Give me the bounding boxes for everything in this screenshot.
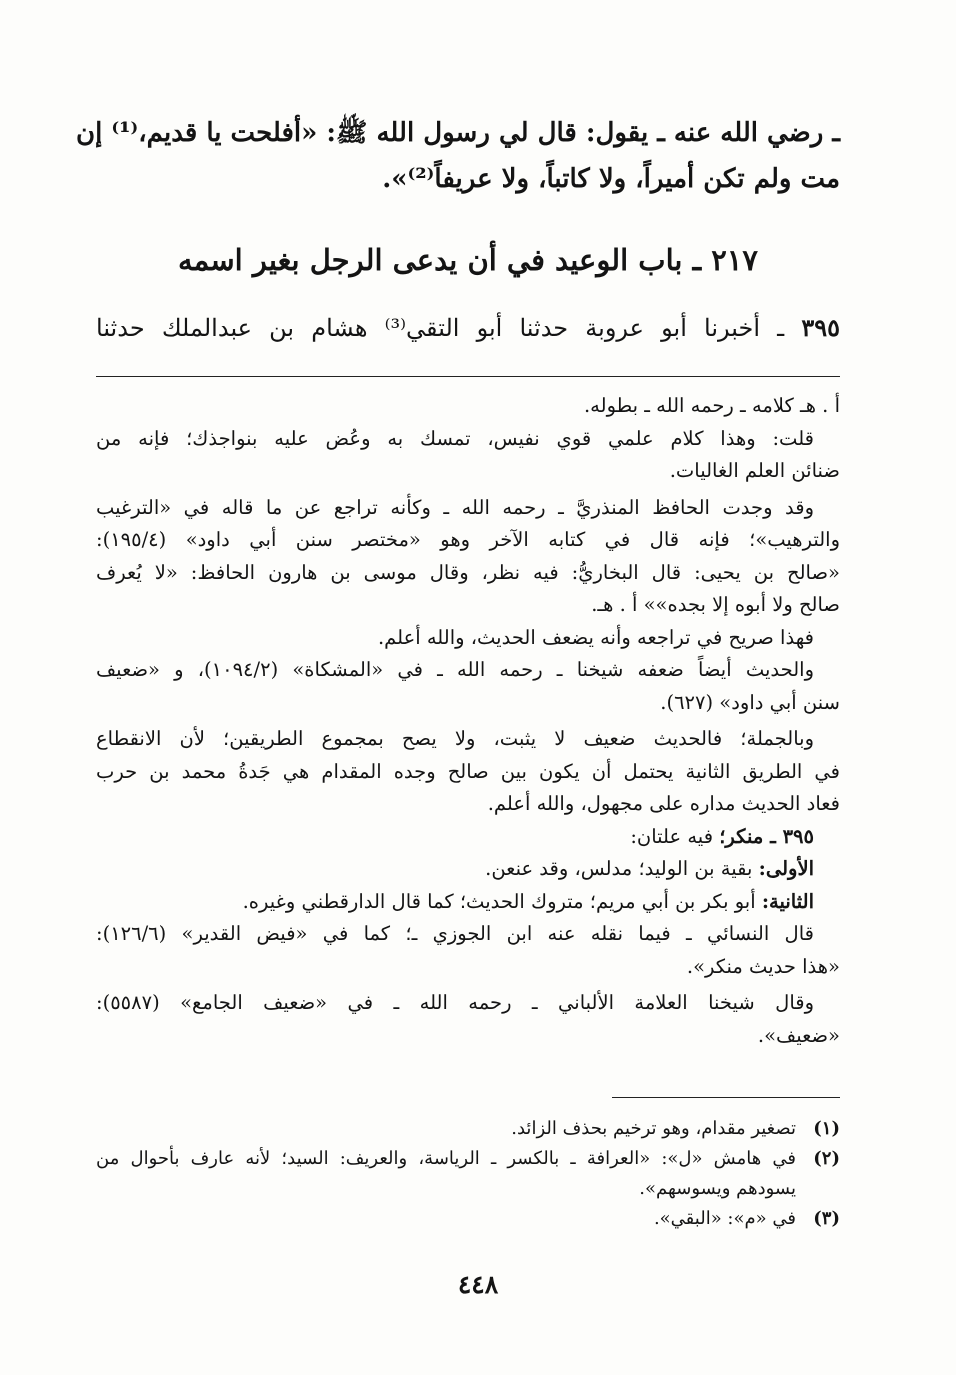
note-line: وقد وجدت الحافظ المنذريَّ ـ رحمه الله ـ وكأنه تراجع عن ما قاله في «الترغيب: [96, 495, 814, 519]
note-line: فعاد الحديث مداره على مجهول، والله أعلم.: [487, 792, 840, 815]
note-text: فيه علتان:: [630, 824, 720, 848]
note-line: وبالجملة؛ فالحديث ضعيف لا يثبت، ولا يصح بمجموع الطريقين؛ لأن الانقطاع: [96, 727, 814, 750]
note-text: بقية بن الوليد؛ مدلس، وقد عنعن.: [485, 857, 759, 880]
footnote-continuation: يسودهم ويسوسهم».: [639, 1178, 796, 1199]
note-line: قلت: وهذا كلام علمي قوي نفيس، تمسك به وعُض عليه بنواجذك؛ فإنه من: [96, 426, 814, 450]
chapter-heading: ٢١٧ ـ باب الوعيد في أن يدعى الرجل بغير اسمه: [178, 243, 758, 277]
notes-divider: [96, 376, 840, 377]
note-line: «ضعيف».: [757, 1023, 840, 1047]
footnote-item: [96, 1114, 840, 1144]
note-line: صالح ولا أبوه إلا بجده»» أ . هـ.: [591, 593, 840, 616]
hadith-text: [96, 308, 840, 348]
footnote-text: في هامش «ل»: «العرافة ـ بالكسر ـ الرياسة، والعريف: السيد؛ لأنه عارف بأحوال من: [96, 1148, 796, 1169]
note-hadith-ruling: ٣٩٥ ـ منكر؛: [719, 824, 814, 848]
page-number: ٤٤٨: [457, 1270, 499, 1299]
note-line: وقال شيخنا العلامة الألباني ـ رحمه الله ـ في «ضعيف الجامع» (٥٥٨٧):: [96, 991, 814, 1014]
note-line: أ . هـ كلامه ـ رحمه الله ـ بطوله.: [583, 394, 840, 417]
note-label: الثانية:: [761, 889, 814, 913]
main-text-line: مت ولم تكن أميراً، ولا كاتباً، ولا عريفاً⁽²⁾».: [382, 164, 840, 194]
note-line: «صالح بن يحيى: قال البخاريُّ: فيه نظر، وقال موسى بن هارون الحافظ: «لا يُعرف: [96, 560, 840, 584]
footnote-item: [96, 1204, 840, 1234]
hadith-line: [96, 308, 840, 348]
commentary-notes: [96, 390, 840, 1052]
note-text: أبو بكر بن أبي مريم؛ متروك الحديث؛ كما قال الدارقطني وغيره.: [242, 889, 762, 913]
note-line: «هذا حديث منكر».: [686, 954, 840, 978]
footnote-number: (١): [813, 1118, 840, 1139]
hadith-number: ٣٩٥: [801, 313, 841, 342]
main-text-line: ـ رضي الله عنه ـ يقول: قال لي رسول الله ﷺ: «أفلحت يا قديم،⁽¹⁾ إن: [76, 118, 840, 148]
note-line: [96, 853, 840, 886]
footnote-item: [96, 1144, 840, 1174]
footnote-text: في «م»: «البقي».: [653, 1208, 796, 1229]
note-line: سنن أبي داود» (٦٢٧).: [660, 690, 840, 714]
note-line: والحديث أيضاً ضعفه شيخنا ـ رحمه الله ـ في «المشكاة» (١٠٩٤/٢)، و «ضعيف: [96, 658, 815, 681]
note-line: في الطريق الثانية يحتمل أن يكون بين صالح وجده المقدام هي جَدةُ محمد بن حرب: [96, 759, 840, 783]
note-line: فهذا صريح في تراجعه وأنه يضعف الحديث، والله أعلم.: [377, 625, 814, 649]
note-line: والترهيب»؛ فإنه قال في كتابه الآخر وهو «مختصر سنن أبي داود» (١٩٥/٤):: [96, 528, 840, 551]
note-line: ضنائن العلم الغاليات.: [669, 459, 840, 482]
footnote-number: (٢): [813, 1148, 840, 1169]
note-line: [96, 886, 840, 919]
note-line: [96, 821, 840, 854]
note-label: الأولى:: [758, 857, 814, 880]
main-text: [76, 110, 840, 202]
footnotes-divider: [612, 1097, 840, 1098]
footnote-text: تصغير مقدام، وهو ترخيم بحذف الزائد.: [511, 1118, 796, 1139]
footnote-number: (٣): [813, 1208, 840, 1229]
note-line: قال النسائي ـ فيما نقله عنه ابن الجوزي ـ؛ كما في «فيض القدير» (١٢٦/٦):: [96, 922, 814, 945]
hadith-body: ـ أخبرنا أبو عروبة حدثنا أبو التقي⁽³⁾ هشام بن عبدالملك حدثنا: [96, 314, 785, 342]
footnotes: [96, 1114, 840, 1234]
